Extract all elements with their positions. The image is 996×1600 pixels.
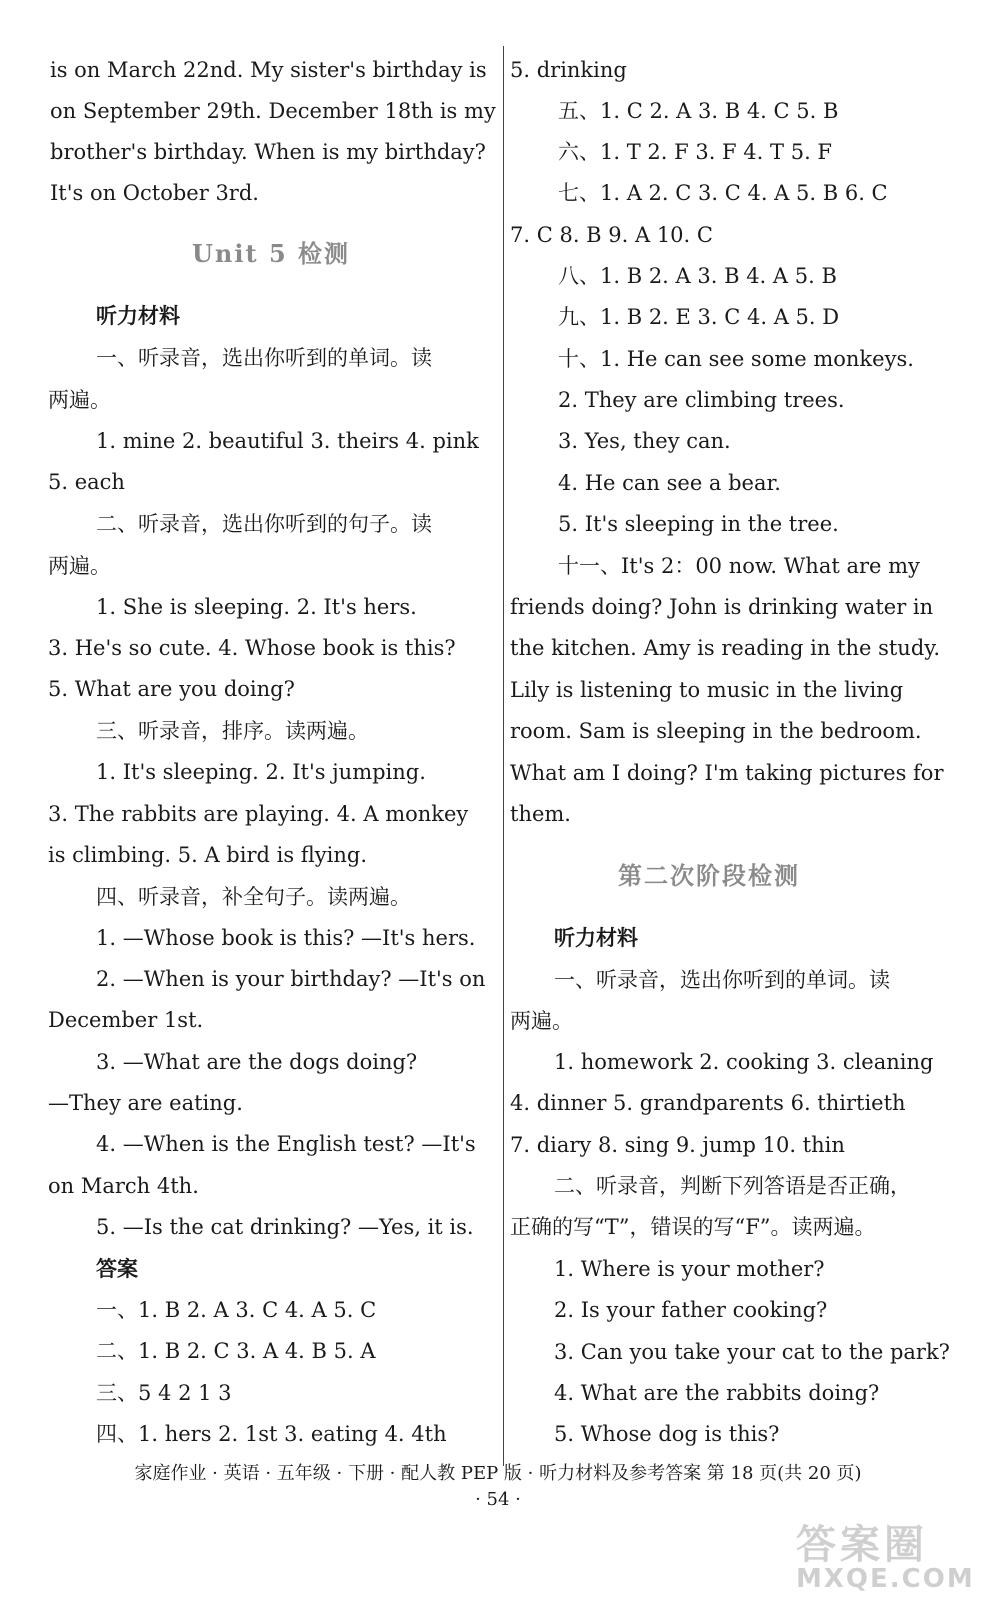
text-line: 3. He's so cute. 4. Whose book is this? <box>48 636 456 660</box>
section-heading: Unit 5 检测 <box>192 239 350 268</box>
text-line: room. Sam is sleeping in the bedroom. <box>510 719 922 743</box>
text-line: 5. —Is the cat drinking? —Yes, it is. <box>96 1215 474 1239</box>
text-line: brother's birthday. When is my birthday? <box>50 140 486 164</box>
text-line: 六、1. T 2. F 3. F 4. T 5. F <box>558 140 832 164</box>
text-line: 4. —When is the English test? —It's <box>96 1132 476 1156</box>
text-line: 五、1. C 2. A 3. B 4. C 5. B <box>558 99 839 123</box>
text-line: 1. homework 2. cooking 3. cleaning <box>554 1050 934 1074</box>
text-line: 4. dinner 5. grandparents 6. thirtieth <box>510 1091 906 1115</box>
text-line: 二、1. B 2. C 3. A 4. B 5. A <box>96 1339 376 1363</box>
text-line: 一、听录音，选出你听到的单词。读 <box>96 346 432 370</box>
text-line: 九、1. B 2. E 3. C 4. A 5. D <box>558 305 840 329</box>
text-line: 4. He can see a bear. <box>558 471 781 495</box>
text-line: 二、听录音，选出你听到的句子。读 <box>96 512 432 536</box>
text-line: is climbing. 5. A bird is flying. <box>48 843 368 867</box>
text-line: 7. diary 8. sing 9. jump 10. thin <box>510 1133 845 1157</box>
text-line: —They are eating. <box>48 1091 243 1115</box>
text-line: 3. Yes, they can. <box>558 429 731 453</box>
text-line: them. <box>510 802 571 826</box>
watermark-url: MXQE.COM <box>796 1564 975 1594</box>
text-line: 正确的写“T”，错误的写“F”。读两遍。 <box>510 1215 876 1239</box>
text-line: 一、听录音，选出你听到的单词。读 <box>554 968 890 992</box>
text-line: friends doing? John is drinking water in <box>510 595 934 619</box>
text-line: 3. —What are the dogs doing? <box>96 1050 418 1074</box>
text-line: 三、5 4 2 1 3 <box>96 1381 232 1405</box>
text-line: 1. —Whose book is this? —It's hers. <box>96 926 476 950</box>
text-line: 7. C 8. B 9. A 10. C <box>510 223 713 247</box>
text-line: 3. The rabbits are playing. 4. A monkey <box>48 802 469 826</box>
text-line: 一、1. B 2. A 3. C 4. A 5. C <box>96 1298 377 1322</box>
text-line: 5. What are you doing? <box>48 677 295 701</box>
text-line: 三、听录音，排序。读两遍。 <box>96 719 369 743</box>
text-line: 3. Can you take your cat to the park? <box>554 1340 950 1364</box>
column-divider <box>503 46 504 1466</box>
text-line: 两遍。 <box>48 388 111 412</box>
text-line: 1. She is sleeping. 2. It's hers. <box>96 595 417 619</box>
text-line: on September 29th. December 18th is my <box>50 99 496 123</box>
text-line: 2. Is your father cooking? <box>554 1298 828 1322</box>
subsection-title: 听力材料 <box>96 303 180 328</box>
text-line: December 1st. <box>48 1008 204 1032</box>
text-line: 4. What are the rabbits doing? <box>554 1381 880 1405</box>
footer-info: 家庭作业 · 英语 · 五年级 · 下册 · 配人教 PEP 版 · 听力材料及参考答案 第 18 页(共 20 页) <box>134 1463 862 1484</box>
text-line: 2. They are climbing trees. <box>558 388 845 412</box>
text-line: What am I doing? I'm taking pictures for <box>510 761 944 785</box>
text-line: 四、1. hers 2. 1st 3. eating 4. 4th <box>96 1422 447 1446</box>
text-line: 八、1. B 2. A 3. B 4. A 5. B <box>558 264 837 288</box>
text-line: 5. each <box>48 470 125 494</box>
text-line: 七、1. A 2. C 3. C 4. A 5. B 6. C <box>558 181 888 205</box>
text-line: 四、听录音，补全句子。读两遍。 <box>96 885 411 909</box>
text-line: 十一、It's 2：00 now. What are my <box>558 554 920 578</box>
text-line: 5. Whose dog is this? <box>554 1422 780 1446</box>
text-line: on March 4th. <box>48 1174 199 1198</box>
text-line: is on March 22nd. My sister's birthday is <box>50 58 487 82</box>
watermark-logo <box>796 1524 986 1594</box>
text-line: 1. It's sleeping. 2. It's jumping. <box>96 760 426 784</box>
text-line: 1. Where is your mother? <box>554 1257 825 1281</box>
text-line: 两遍。 <box>48 554 111 578</box>
text-line: 十、1. He can see some monkeys. <box>558 347 914 371</box>
text-line: 两遍。 <box>510 1009 573 1033</box>
subsection-title: 答案 <box>96 1256 138 1281</box>
text-line: the kitchen. Amy is reading in the study. <box>510 636 941 660</box>
text-line: 二、听录音，判断下列答语是否正确， <box>554 1174 911 1198</box>
text-line: 2. —When is your birthday? —It's on <box>96 967 486 991</box>
text-line: It's on October 3rd. <box>50 181 259 205</box>
text-line: 5. It's sleeping in the tree. <box>558 512 839 536</box>
page-number: · 54 · <box>475 1489 521 1510</box>
section-heading: 第二次阶段检测 <box>618 861 800 890</box>
text-line: Lily is listening to music in the living <box>510 678 904 702</box>
text-line: 1. mine 2. beautiful 3. theirs 4. pink <box>96 429 479 453</box>
watermark-title: 答案圈 <box>796 1522 928 1568</box>
text-line: 5. drinking <box>510 58 627 82</box>
subsection-title: 听力材料 <box>554 925 638 950</box>
